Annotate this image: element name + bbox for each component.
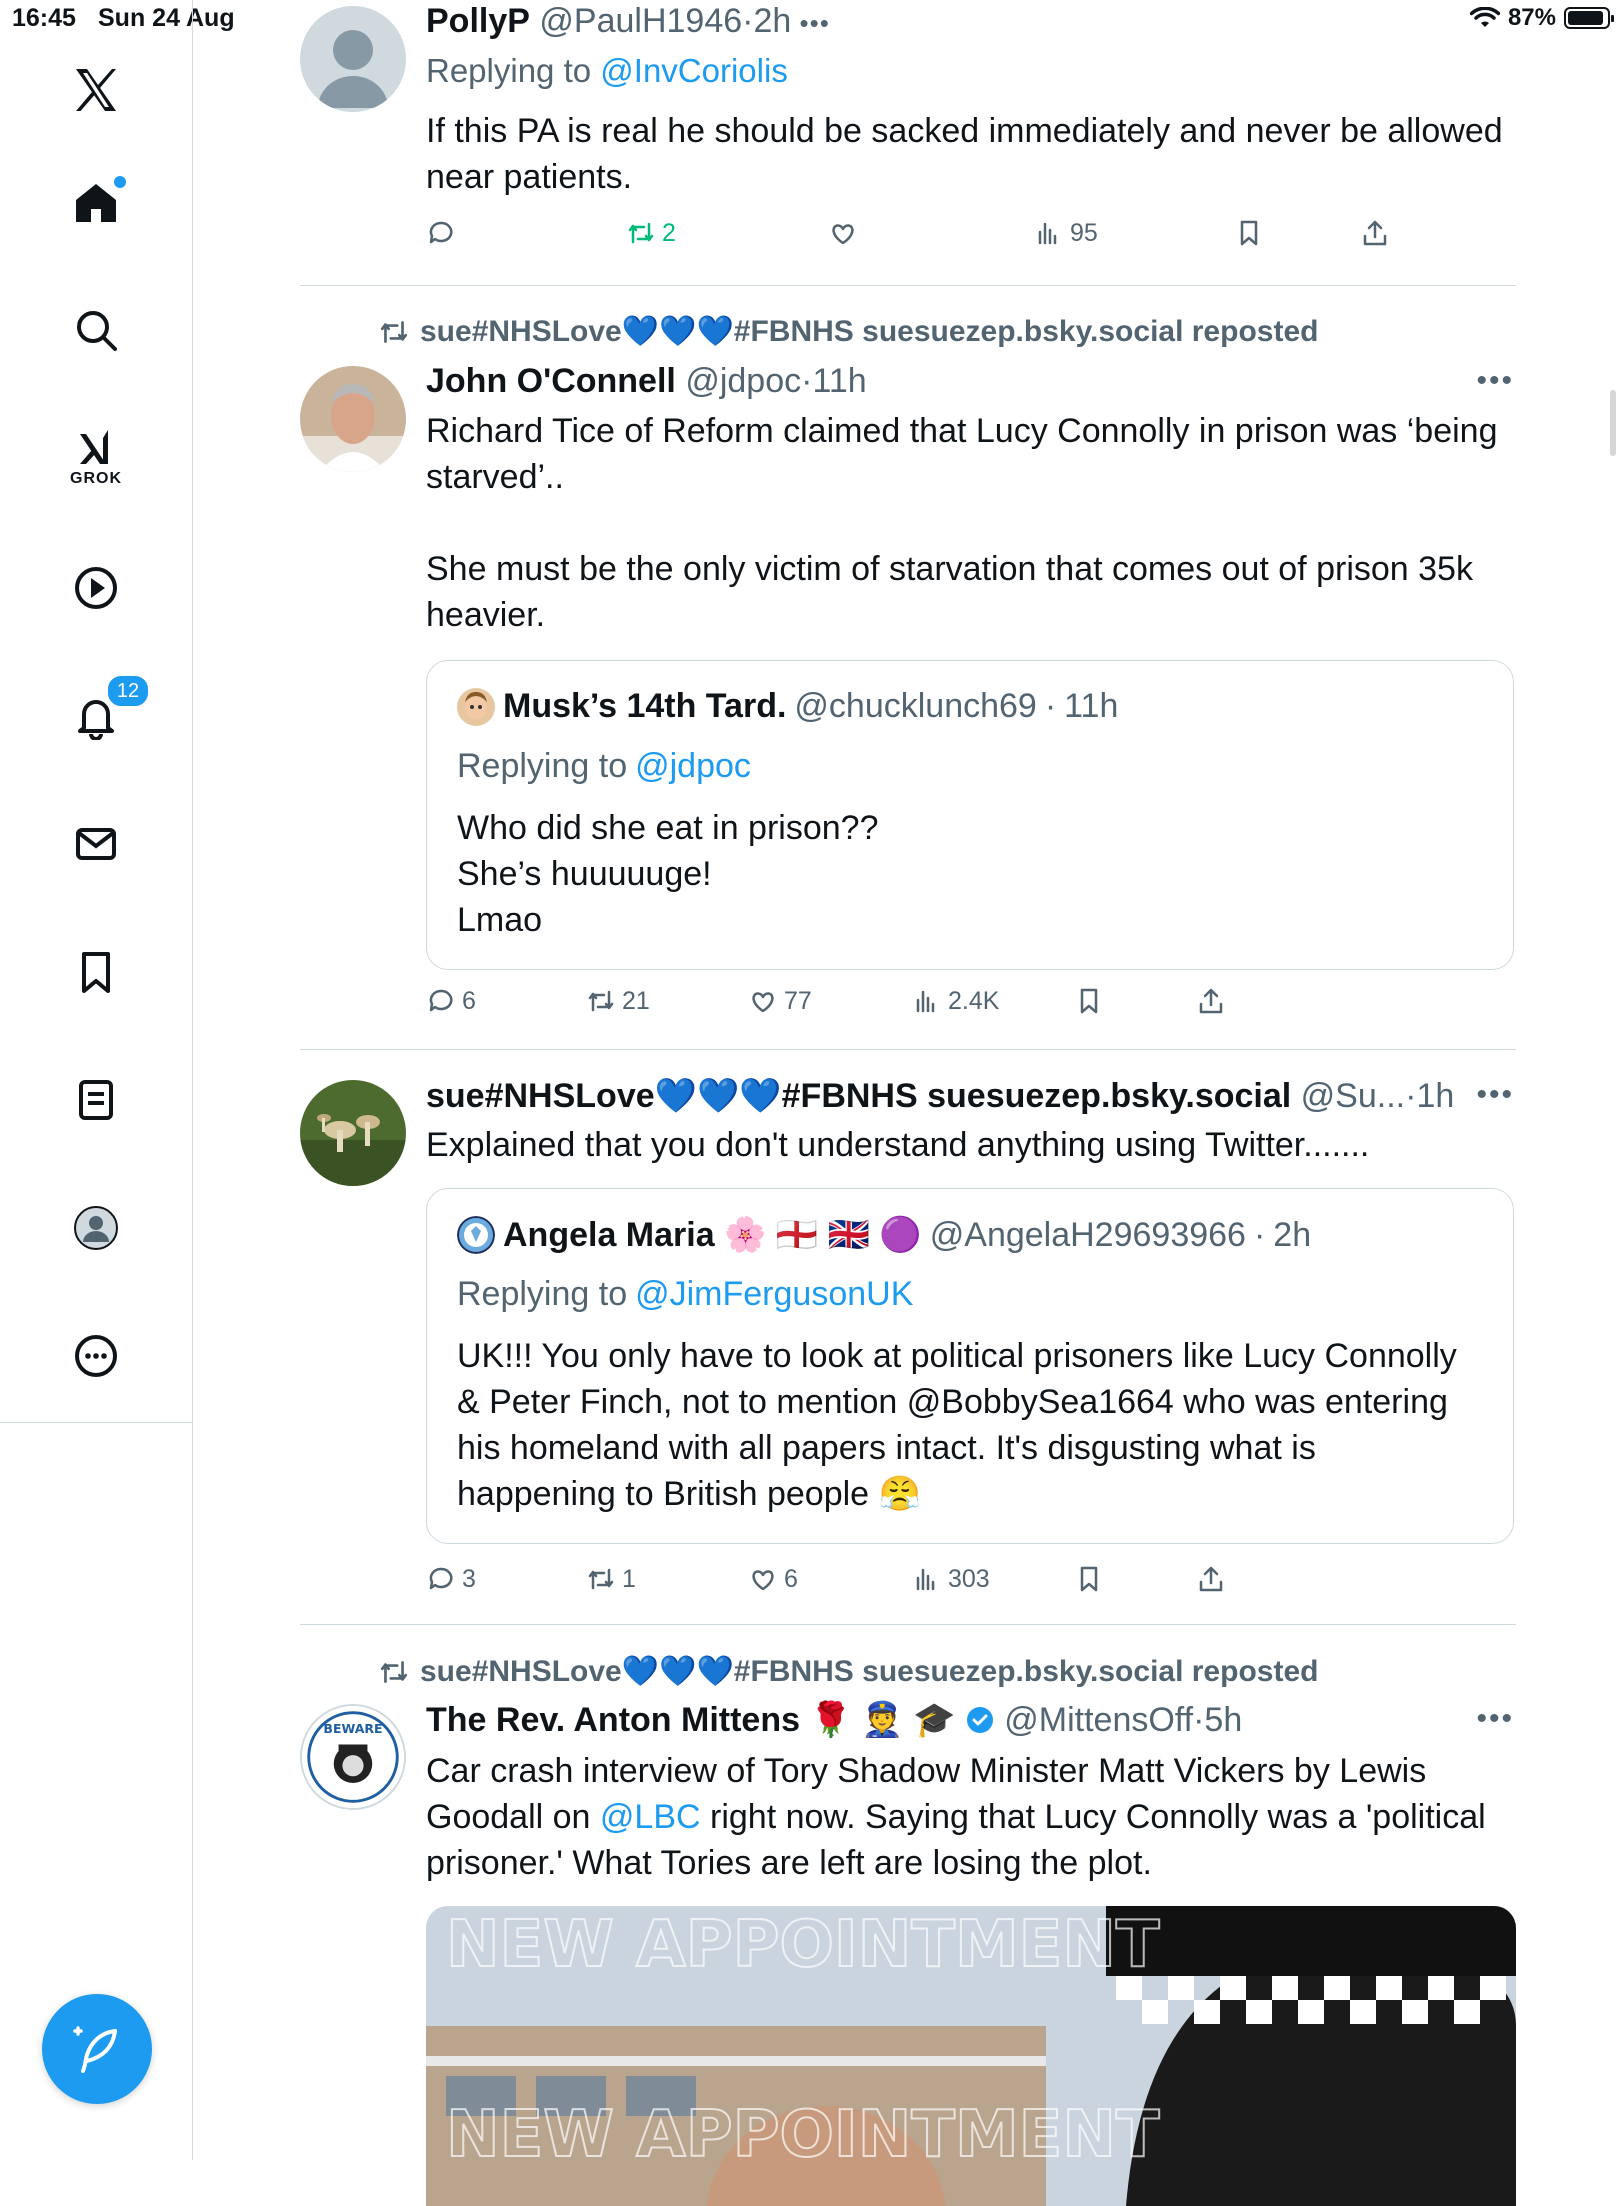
quote-header: Angela Maria 🌸 🏴󠁧󠁢󠁥󠁮󠁧󠁿 🇬🇧 🟣 @AngelaH29693966 · 2h bbox=[457, 1215, 1311, 1255]
reply-icon bbox=[426, 218, 456, 248]
views-count: 95 bbox=[1070, 218, 1098, 247]
avatar[interactable] bbox=[300, 366, 406, 472]
bookmarks-icon[interactable] bbox=[66, 942, 126, 1002]
quote-avatar bbox=[457, 688, 495, 726]
views-button[interactable] bbox=[1034, 218, 1098, 248]
replying-label: Replying to bbox=[426, 52, 592, 89]
repost-icon bbox=[378, 1656, 410, 1688]
bookmark-button[interactable] bbox=[1234, 218, 1264, 248]
post-time: 1h bbox=[1416, 1077, 1455, 1115]
quote-author-name: Musk’s 14th Tard. bbox=[503, 687, 787, 725]
notifications-badge: 12 bbox=[106, 674, 150, 708]
share-button[interactable] bbox=[1196, 1564, 1226, 1594]
grok-label: GROK bbox=[70, 470, 122, 487]
reply-icon bbox=[426, 1564, 456, 1594]
author-handle[interactable]: @Su... bbox=[1300, 1077, 1406, 1115]
repost-button[interactable] bbox=[626, 218, 676, 248]
compose-feather-icon bbox=[69, 2021, 125, 2077]
wifi-icon bbox=[1470, 7, 1500, 29]
home-notification-dot bbox=[112, 174, 128, 190]
bookmark-icon bbox=[1234, 218, 1264, 248]
author-name[interactable]: PollyP bbox=[426, 2, 530, 40]
like-count: 6 bbox=[784, 1564, 798, 1593]
quote-header: Musk’s 14th Tard. @chucklunch69 · 11h bbox=[457, 687, 1118, 726]
like-button[interactable] bbox=[748, 986, 812, 1016]
reply-button[interactable] bbox=[426, 218, 462, 248]
heart-icon bbox=[748, 1564, 778, 1594]
post-header: PollyP @PaulH1946·2h ••• bbox=[426, 2, 830, 40]
replying-handle-link[interactable]: @JimFergusonUK bbox=[635, 1275, 914, 1313]
bookmark-button[interactable] bbox=[1074, 986, 1104, 1016]
bookmark-icon bbox=[1074, 986, 1104, 1016]
post-text-line: If this PA is real he should be sacked immediately and never be allowed bbox=[426, 112, 1503, 150]
quote-replying-to bbox=[457, 1275, 913, 1314]
home-icon[interactable] bbox=[66, 172, 126, 232]
like-button[interactable] bbox=[828, 218, 864, 248]
heart-icon bbox=[828, 218, 858, 248]
heart-icon bbox=[748, 986, 778, 1016]
notifications-icon[interactable] bbox=[66, 679, 140, 746]
scrollbar-thumb[interactable] bbox=[1610, 390, 1616, 456]
verified-badge-icon bbox=[965, 1705, 995, 1735]
quote-text-line: his homeland with all papers intact. It's disgusting what is bbox=[457, 1429, 1316, 1467]
like-count: 77 bbox=[784, 986, 812, 1015]
views-count: 2.4K bbox=[948, 986, 1000, 1015]
more-menu-icon[interactable]: ••• bbox=[791, 8, 830, 38]
status-indicators bbox=[1470, 4, 1610, 32]
reply-button[interactable] bbox=[426, 986, 476, 1016]
post-divider bbox=[300, 285, 1516, 286]
quote-text-line: Lmao bbox=[457, 901, 543, 939]
reply-count: 3 bbox=[462, 1564, 476, 1593]
post-actions bbox=[426, 1564, 1516, 1604]
quote-text-line: & Peter Finch, not to mention @BobbySea1664 who was entering bbox=[457, 1383, 1448, 1421]
repost-button[interactable] bbox=[586, 986, 650, 1016]
author-name[interactable]: John O'Connell bbox=[426, 362, 676, 400]
bookmark-icon bbox=[1074, 1564, 1104, 1594]
repost-icon bbox=[586, 986, 616, 1016]
like-button[interactable] bbox=[748, 1564, 798, 1594]
avatar[interactable] bbox=[300, 6, 406, 112]
repost-by-text[interactable]: sue#NHSLove💙💙💙#FBNHS suesuezep.bsky.social reposted bbox=[420, 1655, 1319, 1688]
bookmark-button[interactable] bbox=[1074, 1564, 1104, 1594]
replying-label: Replying to bbox=[457, 1275, 628, 1313]
quote-text-line: happening to British people 😤 bbox=[457, 1475, 921, 1513]
post-time: 2h bbox=[753, 2, 792, 40]
quote-author-handle: @AngelaH29693966 bbox=[929, 1215, 1246, 1254]
post-text-line: She must be the only victim of starvation that comes out of prison 35k bbox=[426, 550, 1473, 588]
quote-text-line: She’s huuuuuge! bbox=[457, 855, 712, 893]
more-menu-icon[interactable]: ••• bbox=[1476, 364, 1514, 397]
video-icon[interactable] bbox=[66, 558, 126, 618]
avatar[interactable] bbox=[300, 1080, 406, 1186]
author-handle[interactable]: @PaulH1946 bbox=[539, 2, 743, 40]
profile-icon[interactable] bbox=[66, 1198, 126, 1258]
repost-indicator bbox=[378, 314, 1318, 349]
share-button[interactable] bbox=[1196, 986, 1226, 1016]
replying-handle-link[interactable]: @jdpoc bbox=[635, 747, 751, 785]
post-text-line: Explained that you don't understand anything using Twitter....... bbox=[426, 1126, 1370, 1164]
repost-count: 21 bbox=[622, 986, 650, 1015]
post-text bbox=[426, 408, 1516, 638]
quote-replying-to bbox=[457, 747, 751, 786]
search-icon[interactable] bbox=[66, 300, 126, 360]
media-overlay-text: NEW APPOINTMENT bbox=[446, 1908, 1160, 1982]
reply-count: 6 bbox=[462, 986, 476, 1015]
views-icon bbox=[912, 1564, 942, 1594]
quote-author-name: Angela Maria 🌸 🏴󠁧󠁢󠁥󠁮󠁧󠁿 🇬🇧 🟣 bbox=[503, 1216, 922, 1254]
post-text-line: prisoner.' What Tories are left are losing the plot. bbox=[426, 1844, 1152, 1882]
post-header: The Rev. Anton Mittens 🌹 👮 🎓 @MittensOff·5h bbox=[426, 1701, 1243, 1739]
avatar[interactable] bbox=[300, 1704, 406, 1810]
reply-icon bbox=[426, 986, 456, 1016]
share-icon bbox=[1196, 1564, 1226, 1594]
repost-by-text[interactable]: sue#NHSLove💙💙💙#FBNHS suesuezep.bsky.social reposted bbox=[420, 315, 1319, 348]
post-actions bbox=[426, 986, 1516, 1026]
author-handle[interactable]: @jdpoc bbox=[685, 362, 802, 400]
lists-icon[interactable] bbox=[66, 1070, 126, 1130]
author-name[interactable]: The Rev. Anton Mittens 🌹 👮 🎓 bbox=[426, 1701, 956, 1739]
post-divider bbox=[300, 1049, 1516, 1050]
battery-icon bbox=[1564, 7, 1610, 29]
battery-percent: 87% bbox=[1507, 4, 1556, 31]
replying-label: Replying to bbox=[457, 747, 628, 785]
repost-icon bbox=[626, 218, 656, 248]
quoted-post[interactable] bbox=[426, 1188, 1514, 1544]
media-overlay-text: NEW APPOINTMENT bbox=[446, 2098, 1160, 2172]
replying-to bbox=[426, 52, 788, 90]
compose-button[interactable] bbox=[42, 1994, 152, 2104]
post-divider bbox=[300, 1624, 1516, 1625]
quote-text-line: Who did she eat in prison?? bbox=[457, 809, 879, 847]
mention-link[interactable]: @LBC bbox=[599, 1798, 701, 1836]
post-text-line: near patients. bbox=[426, 158, 633, 196]
post-time: 5h bbox=[1204, 1701, 1243, 1739]
post-text-line: Car crash interview of Tory Shadow Minister Matt Vickers by Lewis bbox=[426, 1752, 1427, 1790]
quoted-post[interactable] bbox=[426, 660, 1514, 970]
quote-time: 2h bbox=[1273, 1215, 1312, 1254]
author-handle[interactable]: @MittensOff bbox=[1004, 1701, 1194, 1739]
more-menu-icon[interactable]: ••• bbox=[1476, 1078, 1514, 1111]
author-name[interactable]: sue#NHSLove💙💙💙#FBNHS suesuezep.bsky.social bbox=[426, 1077, 1292, 1115]
views-button[interactable] bbox=[912, 1564, 990, 1594]
x-logo-icon[interactable] bbox=[66, 60, 126, 120]
post-header: sue#NHSLove💙💙💙#FBNHS suesuezep.bsky.social @Su...·1h bbox=[426, 1077, 1455, 1115]
quote-avatar bbox=[457, 1216, 495, 1254]
views-count: 303 bbox=[948, 1564, 990, 1593]
quote-author-handle: @chucklunch69 bbox=[794, 687, 1037, 725]
repost-icon bbox=[378, 316, 410, 348]
post-text bbox=[426, 1748, 1516, 1886]
more-options-icon[interactable] bbox=[66, 1326, 126, 1386]
share-icon bbox=[1360, 218, 1390, 248]
messages-icon[interactable] bbox=[66, 814, 126, 874]
more-menu-icon[interactable]: ••• bbox=[1476, 1702, 1514, 1735]
views-icon bbox=[1034, 218, 1064, 248]
repost-count: 1 bbox=[622, 1564, 636, 1593]
quote-text bbox=[457, 805, 1487, 943]
reply-button[interactable] bbox=[426, 1564, 476, 1594]
repost-icon bbox=[586, 1564, 616, 1594]
repost-button[interactable] bbox=[586, 1564, 636, 1594]
post-text-line bbox=[426, 500, 1516, 546]
post-text-line: starved’.. bbox=[426, 458, 564, 496]
quote-text bbox=[457, 1333, 1487, 1517]
status-date: Sun 24 Aug bbox=[98, 4, 235, 32]
views-icon bbox=[912, 986, 942, 1016]
sidebar-divider bbox=[192, 1422, 193, 2160]
post-header: John O'Connell @jdpoc·11h bbox=[426, 362, 867, 400]
status-time: 16:45 bbox=[12, 4, 76, 32]
post-text bbox=[426, 108, 1516, 200]
post-actions bbox=[426, 218, 1516, 258]
quote-time: 11h bbox=[1064, 687, 1119, 725]
post-time: 11h bbox=[812, 362, 867, 400]
views-button[interactable] bbox=[912, 986, 999, 1016]
replying-handle-link[interactable]: @InvCoriolis bbox=[600, 52, 788, 89]
post-media-image[interactable] bbox=[426, 1906, 1516, 2206]
share-icon bbox=[1196, 986, 1226, 1016]
avatar-text: BEWARE bbox=[323, 1720, 383, 1736]
share-button[interactable] bbox=[1360, 218, 1390, 248]
post-text-line: heavier. bbox=[426, 596, 546, 634]
sidebar bbox=[0, 0, 193, 1423]
repost-indicator bbox=[378, 1654, 1318, 1689]
grok-icon[interactable] bbox=[66, 420, 126, 487]
post-text-line: Goodall on @LBC right now. Saying that Lucy Connolly was a 'political bbox=[426, 1798, 1486, 1836]
post-text-line: Richard Tice of Reform claimed that Lucy Connolly in prison was ‘being bbox=[426, 412, 1498, 450]
quote-text-line: UK!!! You only have to look at political prisoners like Lucy Connolly bbox=[457, 1337, 1457, 1375]
repost-count: 2 bbox=[662, 218, 676, 247]
post-text bbox=[426, 1122, 1516, 1168]
